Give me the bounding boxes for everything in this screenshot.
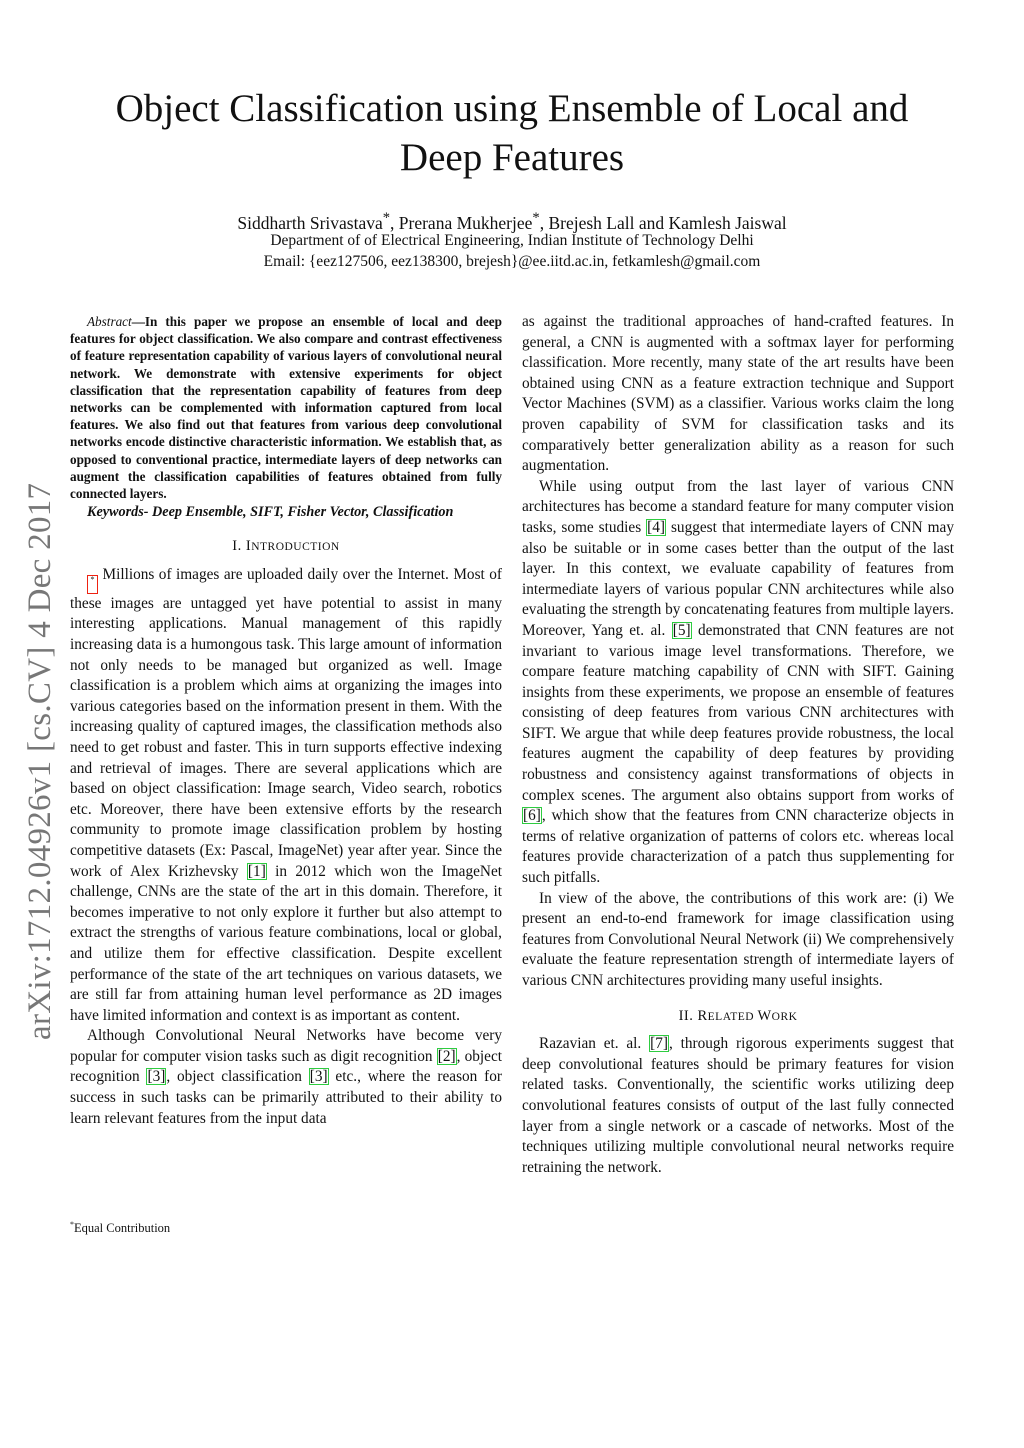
citation-link[interactable]: [3] <box>147 1068 166 1086</box>
equal-mark: * <box>532 210 540 226</box>
heading-rest: ORK <box>771 1010 798 1023</box>
paragraph-text: Although Convolutional Neural Networks have become very popular for computer vision tasks such as digit recognition <box>70 1027 502 1065</box>
abstract-label: Abstract <box>87 314 132 329</box>
paragraph-text: , object recognition <box>70 1047 503 1086</box>
citation-number: 4 <box>652 518 660 536</box>
equal-mark: * <box>382 210 391 226</box>
paragraph <box>522 312 954 477</box>
heading-initial: R <box>697 1007 708 1024</box>
paragraph-text: etc., where the reason for success in such tasks can be primarily attributed to their ability to learn relevant features from the input data <box>70 1068 502 1127</box>
citation-number: 2 <box>442 1047 451 1065</box>
affiliation-block <box>40 230 984 272</box>
citation-link[interactable]: [4] <box>647 518 665 536</box>
heading-initial: I <box>245 538 252 555</box>
paragraph-text: , through rigorous experiments suggest that deep convolutional features should be primary features for vision related tasks. Conventionally, the scientific works utilizing deep convolutional features consists of output of the last fully connected layer from a single network or a cascade of networks. Most of the techniques utilizing multiple convolutional neural networks require retraining the network. <box>522 1035 954 1176</box>
paragraph-text: While using output from the last layer of various CNN architectures has become a standard feature for many computer vision tasks, some studies <box>522 477 954 536</box>
paragraph-text: Razavian et. al. <box>539 1035 650 1053</box>
affiliation: Department of of Electrical Engineering, Indian Institute of Technology Delhi <box>270 232 754 249</box>
footnote-mark: * <box>70 1220 74 1229</box>
paragraph-text: In view of the above, the contributions of this work are: (i) We present an end-to-end framework for image classification using features from Convolutional Neural Network (ii) We comprehensively evaluate the feature representation strength of intermediate layers of various CNN architectures providing many useful insights. <box>522 889 954 989</box>
keywords: Keywords- Deep Ensemble, SIFT, Fisher Vector, Classification <box>87 504 454 521</box>
paragraph <box>522 477 954 889</box>
footnote <box>70 1220 170 1236</box>
section-number: II. <box>678 1007 698 1024</box>
heading-rest: NTRODUCTION <box>251 541 340 554</box>
introduction-body <box>70 565 502 1129</box>
related-work-body <box>522 1034 954 1178</box>
citation-link[interactable]: [5] <box>672 621 691 639</box>
paragraph <box>522 889 954 992</box>
right-column <box>522 312 954 1178</box>
paragraph-text: as against the traditional approaches of hand-crafted features. In general, a CNN is augmented with a softmax layer for performing classification. More recently, many state of the art results have been obtained using CNN as a feature extraction technique and Support Vector Machines (SVM) as a classifier. Various works claim the long proven capability of SVM for classification tasks and its comparatively better generalization ability as a reason for such augmentation. <box>522 313 954 475</box>
footnote-link[interactable]: * <box>87 575 98 594</box>
citation-number: 6 <box>528 807 536 825</box>
section-heading-introduction <box>70 536 502 558</box>
citation-number: 3 <box>152 1068 161 1086</box>
author-rest: , Brejesh Lall and Kamlesh Jaiswal <box>539 212 787 233</box>
paragraph-text: , which show that the features from CNN characterize objects in terms of relative organization of patterns of colors etc. whereas local features provide characterization of a patch thus supplementing for such pitfalls. <box>522 807 954 887</box>
abstract-text: —In this paper we propose an ensemble of local and deep features for object classification. We also compare and contrast effectiveness of feature representation capability of various layers of convolutional neural network. We demonstrate with extensive experiments for object classification that the representation capability of features from deep networks can be complemented with information captured from local features. We also find out that features from various deep convolutional networks encode distinctive characteristic information. We establish that, as opposed to conventional practice, intermediate layers of deep networks can augment the classification capabilities of features obtained from fully connected layers. <box>70 314 502 502</box>
paragraph-text: Millions of images are uploaded daily over the Internet. Most of these images are untagged yet have potential to assist in many interesting applications. Manual management of this rapidly increasing data is a humongous task. This large amount of information not only needs to be managed but organized as well. Image classification is a problem which aims at organizing the images into various categories based on the information present in them. With the increasing quality of captured images, the classification methods also need to get robust and faster. This in turn supports effective indexing and retrieval of images. There are several applications which are based on object classification: Image search, Video search, robotics etc. Moreover, there have been extensive efforts by the research community to promote image classification problem by hosting competitive datasets (Ex: Pascal, ImageNet) year after year. Since the work of Alex Krizhevsky <box>70 565 502 880</box>
abstract <box>70 313 502 502</box>
paragraph <box>522 1034 954 1178</box>
citation-link[interactable]: [7] <box>650 1035 668 1053</box>
citation-number: 5 <box>677 621 686 639</box>
citation-link[interactable]: [2] <box>437 1047 456 1065</box>
paragraph-text: suggest that intermediate layers of CNN may also be suitable or in some cases better than the output of the last layer. In this context, we evaluate capability of features from intermediate layers of various popular CNN architectures while also evaluating the strength by concatenating features from multiple layers. Moreover, Yang et. al. <box>522 518 954 639</box>
citation-link[interactable]: [6] <box>523 807 541 825</box>
paragraph <box>70 565 502 1026</box>
citation-number: 1 <box>253 862 261 880</box>
heading-initial: W <box>757 1007 772 1024</box>
paragraph-text: in 2012 which won the ImageNet challenge, CNNs are the state of the art in this domain. Therefore, it becomes imperative to not only explore it further but also attempt to extract the strengths of various feature combinations, local or global, and utilize them for effective classification. Despite excellent performance of the state of the art techniques on various datasets, we are still far from attaining human level performance as 2D images have limited information and context is as important as content. <box>70 862 502 1024</box>
title-line-2: Deep Features <box>399 136 625 179</box>
section-number: I. <box>232 538 246 555</box>
introduction-body-continued <box>522 312 954 992</box>
citation-link[interactable]: [1] <box>247 862 266 880</box>
paragraph-text: demonstrated that CNN features are not invariant to various image level transformations. Therefore, we compare feature matching capability of CNN with SIFT. Gaining insights from these experiments, we propose an ensemble of features consisting of deep features from various CNN architectures with SIFT. We argue that while deep features provide robustness, the local features augment the capability of deep features by providing robustness and consistency against transformations of objects in complex scenes. The argument also obtains support from works of <box>522 621 954 804</box>
citation-link[interactable]: [3] <box>309 1068 328 1086</box>
citation-number: 3 <box>314 1068 323 1086</box>
title-line-1: Object Classification using Ensemble of Local and <box>115 87 909 130</box>
footnote-text: Equal Contribution <box>74 1221 171 1236</box>
citation-number: 7 <box>655 1035 663 1053</box>
left-column <box>70 313 502 1129</box>
paragraph-text: , object classification <box>166 1068 309 1086</box>
author-1: Siddharth Srivastava <box>237 212 383 233</box>
arxiv-identifier: arXiv:1712.04926v1 [cs.CV] 4 Dec 2017 <box>22 482 58 1040</box>
paragraph <box>70 1026 502 1129</box>
heading-rest: ELATED <box>707 1010 758 1023</box>
email: Email: {eez127506, eez138300, brejesh}@ee.iitd.ac.in, fetkamlesh@gmail.com <box>263 253 761 270</box>
paper-title <box>40 84 984 182</box>
author-2: , Prerana Mukherjee <box>390 212 533 233</box>
section-heading-related-work <box>522 1006 954 1028</box>
